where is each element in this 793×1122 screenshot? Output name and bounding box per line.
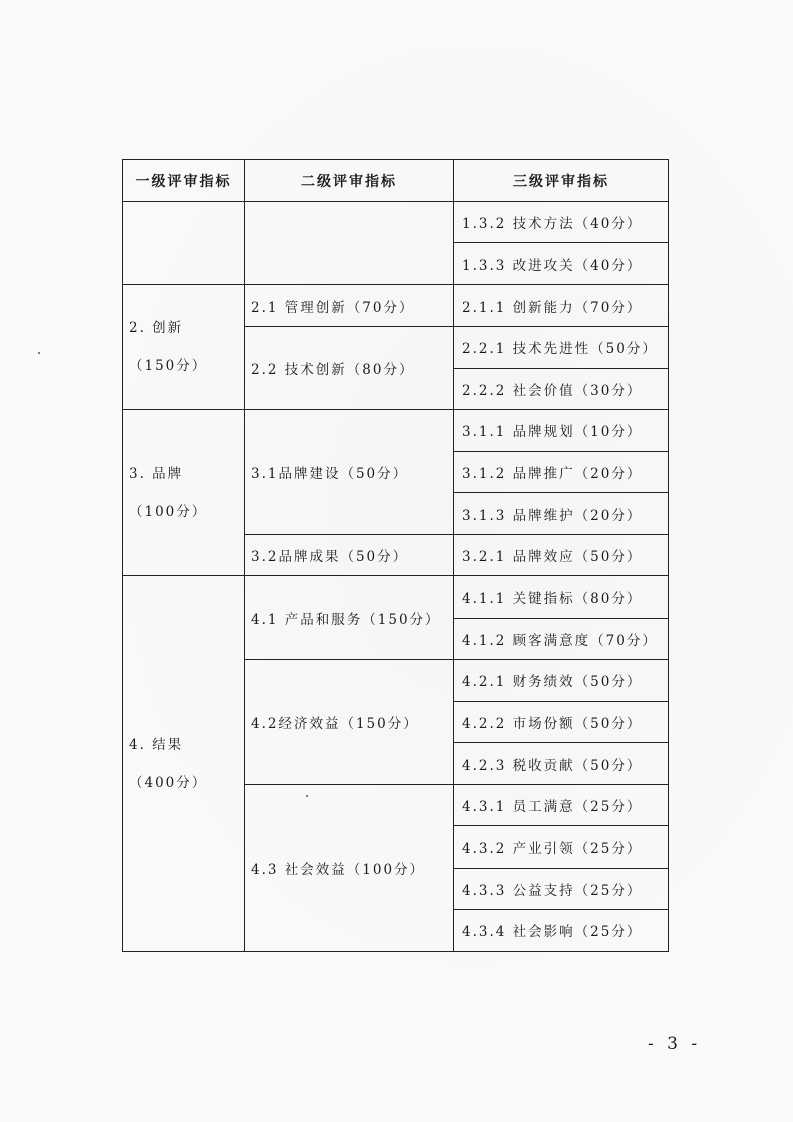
table-row	[123, 409, 669, 451]
header-level3: 三级评审指标	[454, 160, 669, 202]
level2-cell: 4.3 社会效益（100分）	[245, 785, 454, 952]
level3-cell: 4.1.1 关键指标（80分）	[454, 576, 669, 618]
level2-cell: 3.1品牌建设（50分）	[245, 409, 454, 534]
level2-cell: 3.2品牌成果（50分）	[245, 535, 454, 576]
level1-innovation	[123, 285, 245, 409]
evaluation-criteria-table	[122, 159, 669, 952]
table-row	[123, 285, 669, 326]
level3-cell: 2.2.1 技术先进性（50分）	[454, 326, 669, 368]
level2-cell: 4.1 产品和服务（150分）	[245, 576, 454, 659]
level3-cell: 3.1.2 品牌推广（20分）	[454, 452, 669, 493]
level3-cell: 4.3.4 社会影响（25分）	[454, 909, 669, 951]
level1-brand	[123, 409, 245, 576]
table-row	[123, 202, 669, 243]
level3-cell: 2.2.2 社会价值（30分）	[454, 368, 669, 409]
level1-score: （400分）	[129, 774, 208, 791]
level1-score: （100分）	[129, 503, 208, 520]
level3-cell: 4.3.2 产业引领（25分）	[454, 826, 669, 868]
level3-cell: 4.2.2 市场份额（50分）	[454, 701, 669, 742]
level1-name: 2. 创新	[129, 320, 184, 337]
level1-score: （150分）	[129, 358, 208, 375]
page-number: - 3 -	[648, 1034, 702, 1054]
level3-cell: 3.1.1 品牌规划（10分）	[454, 409, 669, 451]
scan-speck	[38, 352, 40, 354]
continued-level2-cell	[245, 202, 454, 285]
level1-name: 3. 品牌	[129, 465, 184, 482]
level3-cell: 4.1.2 顾客满意度（70分）	[454, 618, 669, 659]
level1-results	[123, 576, 245, 952]
table-row	[123, 576, 669, 618]
level3-cell: 4.2.3 税收贡献（50分）	[454, 743, 669, 785]
level3-cell: 4.3.3 公益支持（25分）	[454, 868, 669, 909]
level3-cell: 2.1.1 创新能力（70分）	[454, 285, 669, 326]
level3-cell: 1.3.3 改进攻关（40分）	[454, 243, 669, 285]
level3-cell: 4.2.1 财务绩效（50分）	[454, 659, 669, 701]
level2-cell: 2.1 管理创新（70分）	[245, 285, 454, 326]
level3-cell: 1.3.2 技术方法（40分）	[454, 202, 669, 243]
level2-cell: 4.2经济效益（150分）	[245, 659, 454, 784]
level2-cell: 2.2 技术创新（80分）	[245, 326, 454, 409]
level3-cell: 3.2.1 品牌效应（50分）	[454, 535, 669, 576]
level1-name: 4. 结果	[129, 736, 184, 753]
level3-cell: 3.1.3 品牌维护（20分）	[454, 493, 669, 535]
table-header-row	[123, 160, 669, 202]
header-level2: 二级评审指标	[245, 160, 454, 202]
level3-cell: 4.3.1 员工满意（25分）	[454, 785, 669, 826]
header-level1: 一级评审指标	[123, 160, 245, 202]
continued-level1-cell	[123, 202, 245, 285]
